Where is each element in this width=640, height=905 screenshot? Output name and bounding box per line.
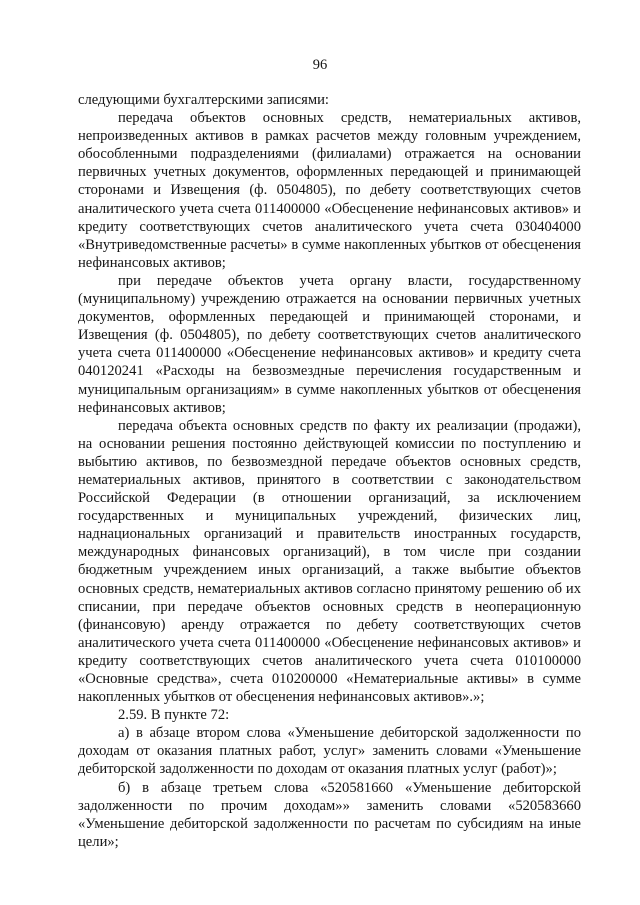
page-number: 96 bbox=[312, 57, 328, 73]
body-paragraph-item-a: а) в абзаце втором слова «Уменьшение дебиторской задолженности по доходам от оказания платных работ, услуг» заменить словами «Уменьшение дебиторской задолженности по доходам от оказания платных услуг (работ)»; bbox=[78, 725, 581, 778]
body-paragraph-4: передача объекта основных средств по факту их реализации (продажи), на основании решения постоянно действующей комиссии по поступлению и выбытию активов, по безвозмездной передаче объектов основных средств, нематериальных активов, принятого в соответствии с законодательством Российской Федерации (в отношении организаций, за исключением государственных и муниципальных учреждений, физических лиц, наднациональных организаций и правительств иностранных государств, международных финансовых организаций), в том числе при создании бюджетным учреждением иных организаций, а также выбытие объектов основных средств, нематериальных активов согласно принятому решению об их списании, при передаче объектов основных средств в неоперационную (финансовую) аренду отражается по дебету соответствующих счетов аналитического учета счета 011400000 «Обесценение нефинансовых активов» и кредиту соответствующих счетов аналитического учета счета 010100000 «Основные средства», счета 010200000 «Нематериальные активы» в сумме накопленных убытков от обесценения нефинансовых активов».»; bbox=[78, 417, 581, 706]
body-paragraph-1: следующими бухгалтерскими записями: bbox=[78, 92, 329, 108]
body-paragraph-2: передача объектов основных средств, нематериальных активов, непроизведенных активов в рамках расчетов между головным учреждением, обособленными подразделениями (филиалами) отражается на основании первичных учетных документов, оформленных передающей и принимающей сторонами и Извещения (ф. 0504805), по дебету соответствующих счетов аналитического учета счета 011400000 «Обесценение нефинансовых активов» и кредиту соответствующих счетов аналитического учета счета 030404000 «Внутриведомственные расчеты» в сумме накопленных убытков от обесценения нефинансовых активов; bbox=[78, 110, 581, 271]
document-body bbox=[78, 91, 581, 851]
section-heading-2-59: 2.59. В пункте 72: bbox=[118, 707, 230, 724]
body-paragraph-item-b: б) в абзаце третьем слова «520581660 «Уменьшение дебиторской задолженности по прочим доходам»» заменить словами «520583660 «Уменьшение дебиторской задолженности по расчетам по субсидиям на иные цели»; bbox=[78, 779, 581, 850]
body-paragraph-3: при передаче объектов учета органу власти, государственному (муниципальному) учреждению отражается на основании первичных учетных документов, оформленных передающей и принимающей сторонами, и Извещения (ф. 0504805), по дебету соответствующих счетов аналитического учета счета 011400000 «Обесценение нефинансовых активов» и кредиту счета 040120241 «Расходы на безвозмездные перечисления государственным и муниципальным организациям» в сумме накопленных убытков от обесценения нефинансовых активов; bbox=[78, 272, 581, 416]
